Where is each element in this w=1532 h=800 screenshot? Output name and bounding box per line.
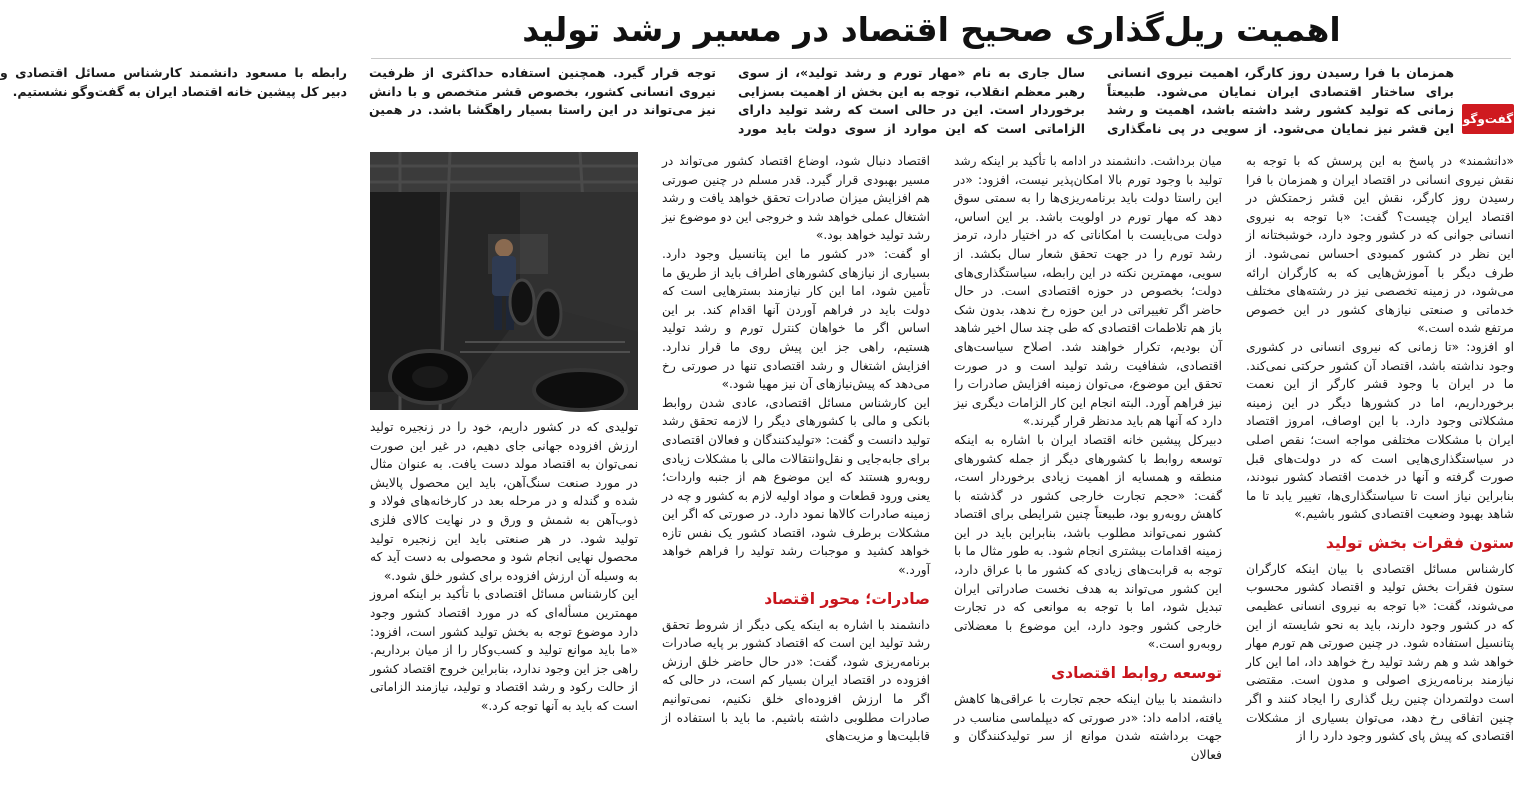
section-heading: توسعه روابط اقتصادی bbox=[1050, 664, 1222, 683]
column-3 bbox=[662, 152, 930, 788]
page-title: اهمیت ریل‌گذاری صحیح اقتصاد در مسیر رشد تولید bbox=[522, 10, 1341, 49]
column-1 bbox=[1246, 152, 1514, 788]
factory-worker-photo bbox=[370, 152, 638, 410]
interview-badge: گفت‌وگو bbox=[1462, 104, 1514, 134]
column-4 bbox=[370, 152, 638, 788]
paragraph: اقتصاد دنبال شود، اوضاع اقتصاد کشور می‌تواند در مسیر بهبودی قرار گیرد. قدر مسلم در چنین صورتی هم افزایش میزان صادرات تحقق خواهد یافت و رشد اشتغال عملی خواهد شد و خروجی این دو موضوع نیز رشد تولید خواهد بود.» bbox=[662, 154, 930, 243]
paragraph: کارشناس مسائل اقتصادی با بیان اینکه کارگران ستون فقرات بخش تولید و اقتصاد کشور محسوب می‌شوند، گفت: «با توجه به نیروی انسانی عظیمی که در کشور وجود دارند، باید به نحو شایسته از این پتانسیل استفاده شود. در چنین صورتی هم تورم مهار خواهد شد و هم رشد تولید رخ خواهد داد، اما این کار نیازمند برنامه‌ریزی اصولی و مدون است. مقتضی است دولتمردان چنین ریل گذاری را ایجاد کنند و اگر چنین اتفاقی رخ دهد، می‌توان بسیاری از مشکلات اقتصادی که پیش پای کشور وجود دارد را از bbox=[1246, 561, 1514, 744]
paragraph: این کارشناس مسائل اقتصادی، عادی شدن روابط بانکی و مالی با کشورهای دیگر را لازمه تحقق رشد تولید دانست و گفت: «تولیدکنندگان و فعالان اقتصادی برای جابه‌جایی و نقل‌وانتقالات مالی با مشکلات زیادی روبه‌رو هستند که این موضوع هم از جنبه واردات؛ یعنی ورود قطعات و مواد اولیه لازم به کشور و چه در زمینه صادرات کالاها نمود دارد. در صورتی که اگر این مشکلات برطرف شود، اقتصاد کشور یک نفس تازه خواهد کشید و موجبات رشد تولید را فراهم خواهد آورد.» bbox=[662, 395, 930, 578]
lead-section bbox=[0, 64, 1514, 148]
paragraph: میان برداشت. دانشمند در ادامه با تأکید بر اینکه رشد تولید با وجود تورم بالا امکان‌پذیر نیست، افزود: «در این راستا دولت باید برنامه‌ریزی‌ها را به سمتی سوق دهد که مهار تورم در اولویت باشد. بر این اساس، دولت می‌بایست با امکاناتی که در اختیار دارد، ترمز رشد تورم را در جهت تحقق شعار سال بکشد. از سویی، مهمترین نکته در این رابطه، سیاستگذاری‌های دولت؛ بخصوص در حوزه اقتصادی است. در حال حاضر اگر تغییراتی در این حوزه رخ ندهد، بدون شک باز هم تلاطمات اقتصادی که طی چند سال اخیر شاهد آن بودیم، تکرار خواهند شد. اصلاح سیاست‌های اقتصادی، شفافیت رشد تولید است و در صورت تحقق این موضوع، می‌توان زمینه افزایش صادرات را نیز فراهم آورد. البته انجام این کار الزامات دیگری نیز دارد که آنها هم باید مدنظر قرار گیرند.» bbox=[954, 154, 1222, 429]
paragraph: دانشمند با بیان اینکه حجم تجارت با عراقی‌ها کاهش یافته، ادامه داد: «در صورتی که دیپلماسی مناسب در جهت برداشته شدن موانع از سر تولیدکنندگان و فعالان bbox=[954, 692, 1222, 762]
paragraph: تولیدی که در کشور داریم، خود را در زنجیره تولید ارزش افزوده جهانی جای دهیم، در غیر این صورت نمی‌توان به اقتصاد مولد دست یافت. به عنوان مثال در مورد صنعت سنگ‌آهن، باید این محصول پالایش شده و گندله و در مرحله بعد در کارخانه‌های فولاد و ذوب‌آهن به شمش و ورق و در نهایت کالای فلزی تولید شود. در هر صنعتی باید این زنجیره تولید محصول نهایی انجام شود و محصولی به دست آید که به وسیله آن ارزش افزوده برای کشور خلق شود.» bbox=[370, 420, 638, 583]
section-heading: صادرات؛ محور اقتصاد bbox=[764, 589, 930, 608]
paragraph: او گفت: «در کشور ما این پتانسیل وجود دارد. بسیاری از نیازهای کشورهای اطراف باید از طریق ما تأمین شود، اما این کار نیازمند بسترهایی است که دولت باید در فراهم آوردن آنها اقدام کند. بر این اساس اگر ما خواهان کنترل تورم و رشد تولید هستیم، راهی جز این پیش روی ما قرار ندارد. افزایش اشتغال و رشد اقتصادی تنها در صورتی رخ می‌دهد که پیش‌نیازهای آن نیز مهیا شود.» bbox=[662, 246, 930, 392]
paragraph: دبیرکل پیشین خانه اقتصاد ایران با اشاره به اینکه توسعه روابط با کشورهای دیگر از جمله کشورهای منطقه و همسایه از اهمیت زیادی برخوردار است، گفت: «حجم تجارت خارجی کشور در گذشته با کاهش روبه‌رو بود، طبیعتاً چنین شرایطی برای اقتصاد کشور نمی‌تواند مطلوب باشد، بنابراین باید در این زمینه اقدامات بیشتری انجام شود. به طور مثال ما با توجه به قرابت‌های زیادی که کشور ما با عراق دارد، این کشور می‌تواند به هدف نخست صادراتی ایران تبدیل شود، اما با توجه به موانعی که در تجارت خارجی کشور وجود دارد، این موضوع با معضلاتی روبه‌رو است.» bbox=[954, 432, 1222, 652]
section-heading: ستون فقرات بخش تولید bbox=[1325, 533, 1514, 552]
article-body bbox=[369, 152, 1514, 792]
paragraph: این کارشناس مسائل اقتصادی با تأکید بر اینکه امروز مهمترین مسأله‌ای که در مورد اقتصاد کشور وجود دارد موضوع توجه به بخش تولید کشور است، افزود: «ما باید موانع تولید و کسب‌وکار را از میان برداریم. راهی جز این وجود ندارد، بنابراین خروج اقتصاد کشور از حالت رکود و رشد اقتصاد و تولید، نیازمند الزاماتی است که باید به آنها توجه کرد.» bbox=[370, 587, 638, 713]
factory-scene-illustration bbox=[370, 152, 638, 410]
column-2 bbox=[954, 152, 1222, 788]
paragraph: دانشمند با اشاره به اینکه یکی دیگر از شروط تحقق رشد تولید این است که اقتصاد کشور بر پایه صادرات برنامه‌ریزی شود، گفت: «در حال حاضر خلق ارزش افزوده در اقتصاد ایران بسیار کم است، در حالی که اگر ما ارزش افزوده‌ای خلق نکنیم، نمی‌توانیم صادرات مطلوبی داشته باشیم. ما باید با استفاده از قابلیت‌ها و مزیت‌های bbox=[662, 617, 930, 744]
paragraph: او افزود: «تا زمانی که نیروی انسانی در کشوری وجود نداشته باشد، اقتصاد آن کشور حرکتی نمی‌کند. ما در ایران با وجود قشر کارگر از این نعمت برخورداریم، اما در کشورها دیگر در این زمینه مشکلاتی وجود دارد. با این اوصاف، امروز اقتصاد ایران با مشکلات مختلفی مواجه است؛ نقص اصلی در سیاستگذاری‌هایی است که در دولت‌های قبل صورت گرفته و آنها در خدمت اقتصاد کشور نبودند، بنابراین نیاز است تا سیاستگذاری‌ها، تغییر یابد تا ما شاهد بهبود وضعیت اقتصادی کشور باشیم.» bbox=[1246, 339, 1514, 522]
lead-paragraph: همزمان با فرا رسیدن روز کارگر، اهمیت نیروی انسانی برای ساختار اقتصادی ایران نمایان می‌شود. طبیعتاً زمانی که تولید کشور رشد داشته باشد، اهمیت و رشد این قشر نیز نمایان می‌شود. از سویی در پی نامگذاری سال جاری به نام «مهار تورم و رشد تولید»، از سوی رهبر معظم انقلاب، توجه به این بخش از اهمیت بسزایی برخوردار است. این در حالی است که رشد تولید دارای الزاماتی است که این موارد از سوی دولت باید مورد توجه قرار گیرد. همچنین استفاده حداکثری از ظرفیت نیروی انسانی کشور، بخصوص قشر متخصص و با دانش نیز می‌تواند در این راستا بسیار راهگشا باشد. در همین رابطه با مسعود دانشمند کارشناس مسائل اقتصادی و دبیر کل پیشین خانه اقتصاد ایران به گفت‌وگو نشستیم. bbox=[0, 65, 1454, 136]
title-divider bbox=[371, 58, 1511, 59]
paragraph: «دانشمند» در پاسخ به این پرسش که با توجه به نقش نیروی انسانی در اقتصاد ایران و همزمان با فرا رسیدن روز کارگر، نقش این قشر زحمتکش در اقتصاد ایران چیست؟ گفت: «با توجه به نیروی انسانی جوانی که در کشور وجود دارد، خوشبختانه از این نظر در کشور کمبودی احساس نمی‌شود. از طرف دیگر با آموزش‌هایی که به کارگران ارائه می‌شود، در زمینه تخصصی نیز در رشته‌های مختلف خدماتی و صنعتی نیازهای کشور در این خصوص مرتفع شده است.» bbox=[1246, 154, 1514, 336]
